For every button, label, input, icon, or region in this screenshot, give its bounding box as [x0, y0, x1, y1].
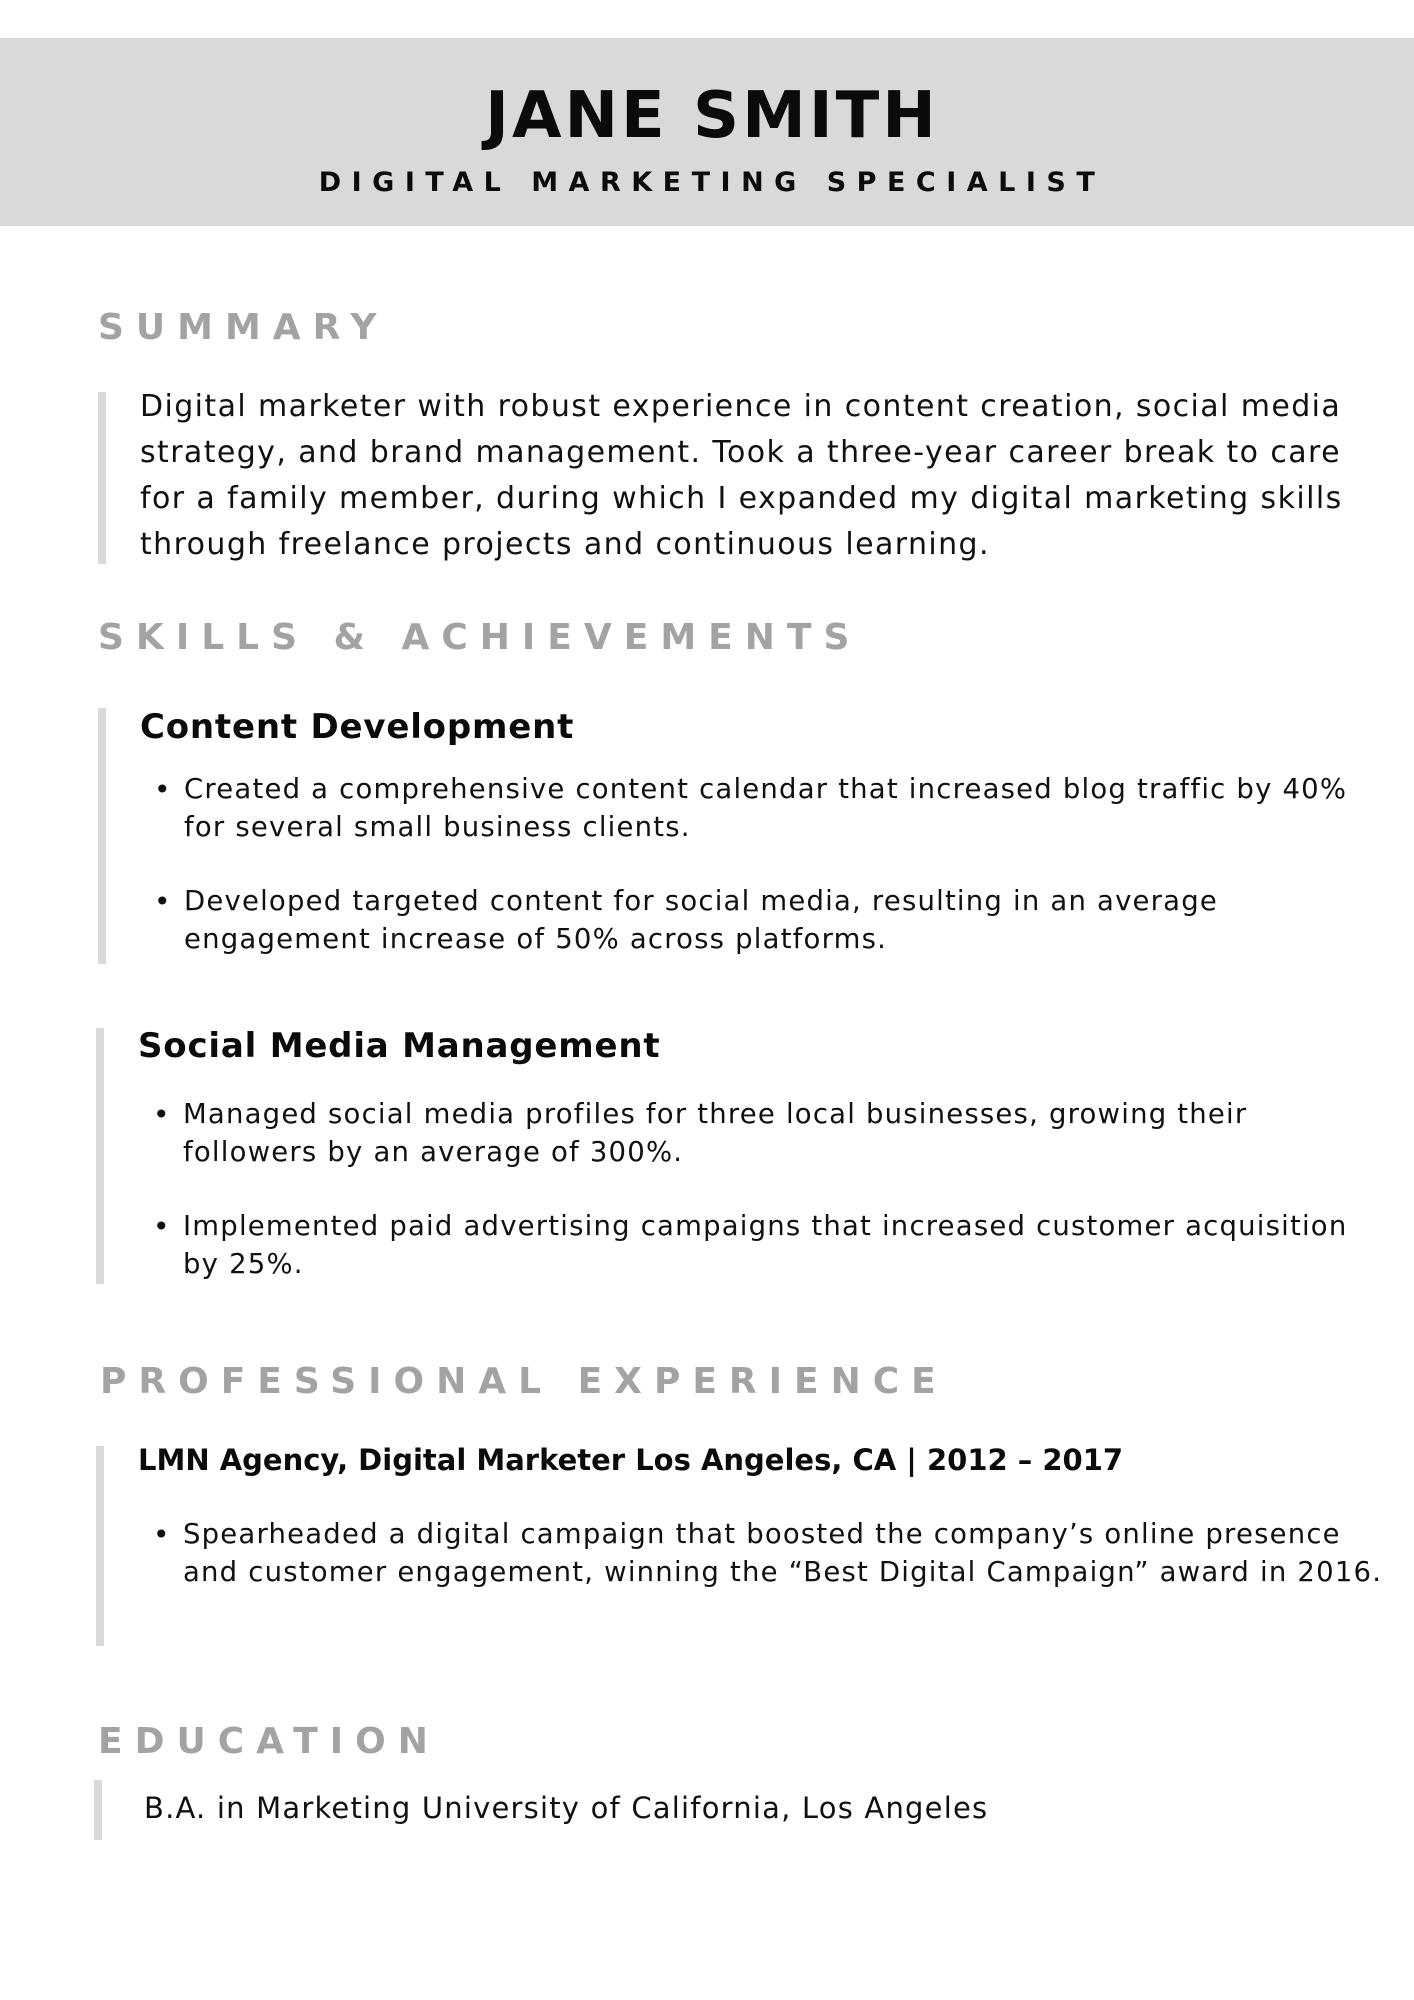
skills-bullet-text: Implemented paid advertising campaigns that increased customer acquisition by 25%. — [183, 1210, 1348, 1280]
summary-accent-bar — [98, 392, 106, 564]
skills-bullet — [151, 1096, 1383, 1171]
bullet-dot-icon: • — [154, 885, 172, 918]
skills-group-accent-bar — [96, 1028, 104, 1284]
summary-heading: SUMMARY — [98, 307, 389, 348]
skills-group-title: Content Development — [140, 707, 575, 747]
skills-group-title: Social Media Management — [138, 1026, 661, 1066]
skills-bullet — [152, 883, 1384, 958]
skills-heading: SKILLS & ACHIEVEMENTS — [98, 617, 862, 658]
education-heading: EDUCATION — [98, 1721, 440, 1762]
bullet-dot-icon: • — [153, 1210, 171, 1243]
bullet-dot-icon: • — [153, 1098, 171, 1131]
bullet-dot-icon: • — [153, 1518, 171, 1551]
education-accent-bar — [94, 1780, 102, 1840]
experience-heading: PROFESSIONAL EXPERIENCE — [100, 1361, 948, 1402]
skills-bullet-text: Developed targeted content for social media, resulting in an average engagement increase of 50% across platforms. — [184, 885, 1219, 955]
experience-accent-bar — [96, 1446, 104, 1646]
candidate-name: JANE SMITH — [485, 79, 939, 153]
skills-bullet-text: Created a comprehensive content calendar that increased blog traffic by 40% for several small business clients. — [184, 773, 1348, 843]
skills-bullet — [151, 1208, 1383, 1283]
skills-bullet-text: Managed social media profiles for three local businesses, growing their followers by an average of 300%. — [183, 1098, 1248, 1168]
bullet-dot-icon: • — [154, 773, 172, 806]
skills-group-accent-bar — [98, 708, 106, 964]
skills-bullet — [152, 771, 1384, 846]
experience-bullet-text: Spearheaded a digital campaign that boosted the company’s online presence and customer engagement, winning the “Best Digital Campaign” award in 2016. — [183, 1518, 1383, 1588]
experience-bullet — [151, 1516, 1383, 1591]
education-entry: B.A. in Marketing University of California, Los Angeles — [144, 1791, 989, 1825]
job-title: LMN Agency, Digital Marketer Los Angeles, CA | 2012 – 2017 — [138, 1443, 1124, 1477]
summary-text: Digital marketer with robust experience in content creation, social media strategy, and brand management. Took a three-year career break to care for a family member, during which I expanded my digital marketing skills through freelance projects and continuous learning. — [140, 389, 1343, 562]
candidate-title: DIGITAL MARKETING SPECIALIST — [318, 167, 1106, 198]
